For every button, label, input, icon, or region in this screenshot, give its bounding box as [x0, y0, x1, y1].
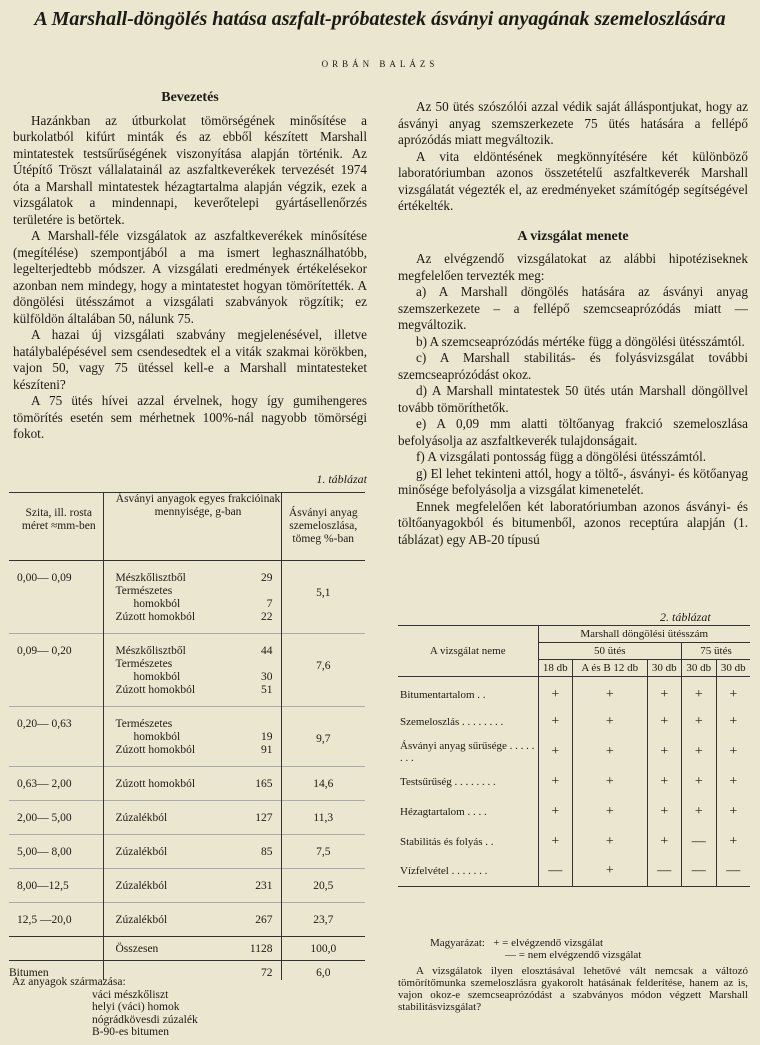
- table2-mark: +: [538, 707, 573, 737]
- material-amount: 127: [255, 812, 273, 824]
- table1-percent: 14,6: [281, 767, 365, 801]
- table2-legend: [430, 937, 641, 961]
- table1-percent: 7,6: [281, 634, 365, 707]
- paragraph: Az elvégzendő vizsgálatokat az alábbi hipotéziseknek megfelelően tervezték meg:: [398, 251, 748, 283]
- material-name: homokból: [133, 671, 181, 683]
- hypothesis-e: e) A 0,09 mm alatti töltőanyag frakció szemeloszlása befolyásolja az aszfaltkeverék tulajdonságait.: [398, 416, 748, 448]
- material-amount: 231: [255, 880, 273, 892]
- table2-row: [398, 677, 750, 707]
- table1-percent: 9,7: [281, 707, 365, 767]
- table1-total-row: [9, 937, 365, 961]
- total-label: Összesen: [115, 943, 159, 955]
- table1-material: [116, 598, 281, 611]
- table2-mark: —: [538, 857, 573, 887]
- table2-header-test: A vizsgálat neme: [398, 626, 538, 677]
- paragraph: Hazánkban az útburkolat tömörségének minősítése a burkolatból kifúrt minták és az ebből készített Marshall mintatestek testsűrűségének viszonyítása alapján történik. Az Útépítő Tröszt vállalatainál az aszfaltkeverékek tervezését 1974 óta a Marshall mintatestek hézagtartalma alapján végzik, ezek a vizsgálatok a mindennapi, keverőtelepi gyártásellenőrzés területére is betörtek.: [13, 112, 367, 227]
- table1-range: 0,09— 0,20: [9, 634, 103, 707]
- table1-row: [9, 634, 365, 707]
- table2-row: [398, 827, 750, 857]
- table2-subgroup-75: 75 ütés: [682, 643, 750, 660]
- bitumen-label: Bitumen: [9, 961, 103, 981]
- hypothesis-f: f) A vizsgálati pontosság függ a döngölési ütésszámtól.: [416, 449, 707, 464]
- table2-mark: +: [538, 767, 573, 797]
- table2-subgroup-50: 50 ütés: [538, 643, 682, 660]
- table1-material: [116, 611, 281, 624]
- table2-mark: +: [573, 797, 647, 827]
- material-amount: 22: [261, 611, 273, 623]
- material-amount: 29: [261, 572, 273, 584]
- total-amount: 1128: [249, 943, 273, 955]
- table2-mark: +: [682, 707, 717, 737]
- table1-caption: 1. táblázat: [316, 471, 367, 486]
- table2-mark: —: [716, 857, 750, 887]
- table1-materials: [103, 707, 281, 767]
- table1-material: [116, 744, 281, 757]
- table2-mark: +: [682, 737, 717, 767]
- table2-mark: —: [682, 827, 717, 857]
- table1-header-percent: Ásványi anyag szemeloszlása, tömeg %-ban: [281, 493, 365, 561]
- table1-header-quantity: Ásványi anyagok egyes frakcióinak mennyisége, g-ban: [103, 493, 281, 561]
- table1-materials: [103, 903, 281, 937]
- material-name: Mészkőlisztből: [115, 572, 186, 584]
- table1-range: 12,5 —20,0: [9, 903, 103, 937]
- table2-row: [398, 737, 750, 767]
- table2-col: 30 db: [682, 660, 717, 677]
- material-name: Zúzalékból: [115, 812, 168, 824]
- table1-range: 5,00— 8,00: [9, 835, 103, 869]
- hypothesis-g: g) El lehet tekinteni attól, hogy a töltő-, ásványi- és kötőanyag minősége befolyásolja a vizsgálat kimenetelét.: [398, 465, 748, 497]
- table1-percent: 20,5: [281, 869, 365, 903]
- material-name: homokból: [133, 598, 181, 610]
- table2-mark: +: [647, 767, 682, 797]
- origin-item: B-90-es bitumen: [92, 1026, 169, 1038]
- table1-material: [116, 671, 281, 684]
- table2-col: 30 db: [716, 660, 750, 677]
- paragraph: A vizsgálatok ilyen elosztásával lehetővé vált nemcsak a változó tömörítőmunka szemeloszlásra gyakorolt hatásának felderítése, hanem az is, vajon okoz-e szemcseaprózódást a szabványos módon végzett Marshall stabilitásvizsgálat?: [398, 965, 748, 1013]
- table2-row: [398, 797, 750, 827]
- material-name: Zúzott homokból: [115, 611, 196, 623]
- table2-mark: +: [573, 827, 647, 857]
- table2-mark: +: [573, 707, 647, 737]
- bitumen-percent: 6,0: [281, 961, 365, 981]
- table2-mark: +: [647, 797, 682, 827]
- table2-header-group: Marshall döngölési ütésszám: [538, 626, 750, 643]
- table1-material: [116, 572, 281, 585]
- table2-mark: +: [716, 677, 750, 707]
- material-amount: 85: [261, 846, 273, 858]
- legend-minus: — = nem elvégzendő vizsgálat: [505, 949, 642, 961]
- table2-mark: +: [538, 677, 573, 707]
- article-title: A Marshall-döngölés hatása aszfalt-próbatestek ásványi anyagának szemeloszlására: [34, 8, 726, 30]
- material-amount: 44: [261, 645, 273, 657]
- table2-row-label: Vízfelvétel . . . . . . .: [398, 857, 538, 887]
- table1-range: 2,00— 5,00: [9, 801, 103, 835]
- table-2: [398, 625, 750, 887]
- table2-row-label: Stabilitás és folyás . .: [400, 835, 494, 848]
- table1-material: [116, 880, 281, 893]
- table2-row-label: Hézagtartalom . . . .: [400, 805, 487, 818]
- material-name: Zúzalékból: [115, 846, 168, 858]
- table2-mark: +: [716, 827, 750, 857]
- material-name: Zúzalékból: [115, 914, 168, 926]
- table2-mark: +: [647, 737, 682, 767]
- table1-materials: [103, 869, 281, 903]
- origin-item: helyi (váci) homok: [92, 1001, 180, 1013]
- table2-mark: +: [682, 797, 717, 827]
- table1-material: [116, 684, 281, 697]
- table2-mark: +: [538, 737, 573, 767]
- table1-materials: [103, 634, 281, 707]
- material-amount: 165: [255, 778, 273, 790]
- table1-material: [116, 914, 281, 927]
- paragraph: A vita eldöntésének megkönnyítésére két különböző laboratóriumban azonos összetételű aszfaltkeverék Marshall vizsgálatát végezték el, az eredményeket számítógép segítségével értékelték.: [398, 148, 748, 213]
- hypothesis-c: c) A Marshall stabilitás- és folyásvizsgálat további szemcseaprózódást okoz.: [398, 350, 748, 382]
- table2-mark: —: [647, 857, 682, 887]
- hypothesis-b: b) A szemcseaprózódás mértéke függ a döngölési ütésszámtól.: [416, 333, 745, 349]
- table2-mark: +: [573, 677, 647, 707]
- table2-col: A és B 12 db: [573, 660, 647, 677]
- table2-mark: +: [573, 737, 647, 767]
- table1-row: [9, 869, 365, 903]
- material-name: Mészkőlisztből: [115, 645, 186, 657]
- table1-material: [116, 718, 281, 731]
- table2-mark: +: [538, 797, 573, 827]
- total-percent: 100,0: [281, 937, 365, 961]
- table1-percent: 23,7: [281, 903, 365, 937]
- table1-materials: [103, 561, 281, 634]
- table2-mark: +: [716, 767, 750, 797]
- table1-row: [9, 801, 365, 835]
- table2-col: 30 db: [647, 660, 682, 677]
- paragraph: A 75 ütés hívei azzal érvelnek, hogy így gumihengeres tömörítés esetén sem mérhetnek 100%-nál nagyobb tömörségi fokot.: [13, 393, 367, 441]
- table1-row: [9, 707, 365, 767]
- material-name: homokból: [133, 731, 181, 743]
- table1-material: [116, 585, 281, 598]
- table2-col: 18 db: [538, 660, 573, 677]
- table2-mark: +: [538, 827, 573, 857]
- table1-material: [116, 846, 281, 859]
- hypothesis-a: a) A Marshall döngölés hatására az ásványi anyag szemszerkezete – a fellépő szemcseaprózódás miatt — megváltozik.: [398, 284, 748, 332]
- material-name: Természetes: [115, 718, 173, 730]
- table1-row: [9, 903, 365, 937]
- material-amount: 267: [255, 914, 273, 926]
- table2-mark: +: [647, 707, 682, 737]
- table1-material: [116, 778, 281, 791]
- table2-row-label: Szemeloszlás . . . . . . . .: [400, 715, 504, 728]
- material-amount: 91: [261, 744, 273, 756]
- table-1: [9, 492, 365, 980]
- material-name: Természetes: [115, 658, 173, 670]
- table1-percent: 7,5: [281, 835, 365, 869]
- hypothesis-d: d) A Marshall mintatestek 50 ütés után Marshall döngöllvel tovább tömöríthetők.: [398, 383, 748, 415]
- paragraph: Ennek megfelelően két laboratóriumban azonos ásványi- és töltőanyagokból és bitumenből, azonos receptúra alapján (1. táblázat) egy AB-20 típusú: [398, 498, 748, 547]
- author: ORBÁN BALÁZS: [321, 59, 439, 69]
- table2-mark: +: [573, 857, 647, 887]
- table2-mark: +: [716, 737, 750, 767]
- table2-row-label: Bitumentartalom . .: [400, 688, 486, 701]
- table2-mark: +: [716, 707, 750, 737]
- table1-material: [116, 812, 281, 825]
- material-name: Természetes: [115, 585, 173, 597]
- table2-row: [398, 707, 750, 737]
- legend-plus: + = elvégzendő vizsgálat: [493, 937, 604, 949]
- table1-percent: 5,1: [316, 587, 331, 599]
- table1-row: [9, 561, 365, 634]
- section-heading-procedure: A vizsgálat menete: [517, 228, 629, 244]
- table2-mark: +: [716, 797, 750, 827]
- table2-row-label: Testsűrűség . . . . . . . .: [400, 775, 496, 788]
- material-amount: 7: [266, 598, 273, 610]
- table1-header-sieve: Szita, ill. rosta méret ≈mm-ben: [9, 493, 103, 561]
- bitumen-amount: 72: [261, 967, 273, 979]
- table1-materials: [103, 801, 281, 835]
- material-amount: 19: [261, 731, 273, 743]
- right-column: [398, 99, 748, 548]
- material-amount: 30: [261, 671, 273, 683]
- left-column: [13, 82, 367, 487]
- table2-caption: 2. táblázat: [660, 610, 711, 624]
- table2-mark: +: [573, 767, 647, 797]
- table2-row-label: Ásványi anyag sűrűsége . . . . . . . .: [400, 739, 535, 764]
- legend-title: Magyarázat:: [430, 937, 485, 949]
- table1-material: [116, 731, 281, 744]
- origin-title: Az anyagok származása:: [12, 976, 126, 988]
- table1-percent: 11,3: [281, 801, 365, 835]
- material-origin: [12, 976, 352, 1039]
- table2-mark: —: [682, 857, 717, 887]
- section-heading-introduction: Bevezetés: [161, 90, 219, 105]
- table2-row: [398, 857, 750, 887]
- material-amount: 51: [261, 684, 273, 696]
- table1-range: 0,00— 0,09: [17, 572, 72, 584]
- material-name: Zúzalékból: [115, 880, 168, 892]
- origin-item: nógrádkövesdi zúzalék: [92, 1013, 198, 1026]
- table2-row: [398, 767, 750, 797]
- table1-row: [9, 835, 365, 869]
- table1-materials: [103, 835, 281, 869]
- material-name: Zúzott homokból: [115, 684, 196, 696]
- origin-item: váci mészkőliszt: [92, 988, 169, 1001]
- table2-mark: +: [647, 827, 682, 857]
- table2-mark: +: [682, 767, 717, 797]
- paragraph: Az 50 ütés szószólói azzal védik saját álláspontjukat, hogy az ásványi anyag szemszerkezete 75 ütés hatására a fellépő aprózódás miatt megváltozik.: [398, 99, 748, 147]
- table1-material: [116, 645, 281, 658]
- paragraph: A Marshall-féle vizsgálatok az aszfaltkeverékek minősítése (megítélése) szempontjából a ma ismert leghasználhatóbb, legelterjedtebb módszer. A vizsgálati eredmények értékelésekor azonban nem mindegy, hogy a mintatestet hogyan tömörítették. A döngölési ütésszámot a vizsgálati szabványok rögzítik; ez külföldön általában 50, nálunk 75.: [13, 228, 367, 326]
- table2-mark: +: [682, 677, 717, 707]
- table1-range: 0,20— 0,63: [9, 707, 103, 767]
- table1-range: 8,00—12,5: [9, 869, 103, 903]
- closing-paragraph: [398, 965, 748, 1013]
- table1-row: [9, 767, 365, 801]
- material-name: Zúzott homokból: [115, 744, 196, 756]
- table1-materials: [103, 767, 281, 801]
- table1-material: [116, 658, 281, 671]
- paragraph: A hazai új vizsgálati szabvány megjelenésével, illetve hatálybalépésével sem csendesedtek el a viták szakmai körökben, vajon 50, vagy 75 ütéssel kell-e a Marshall mintatesteket készíteni?: [13, 327, 367, 392]
- material-name: Zúzott homokból: [115, 778, 196, 790]
- table1-range: 0,63— 2,00: [9, 767, 103, 801]
- table2-mark: +: [647, 677, 682, 707]
